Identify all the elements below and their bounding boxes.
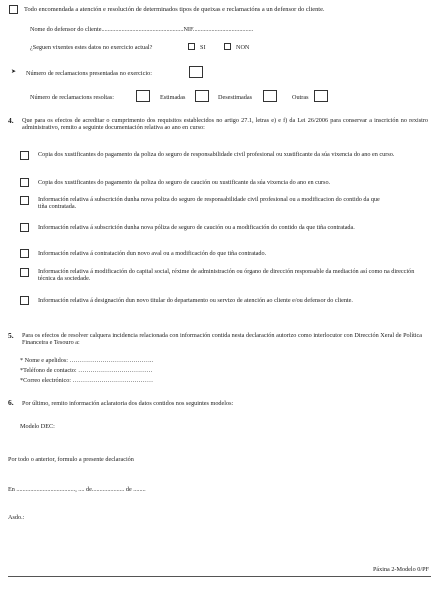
doc-item-6: Información relativa á modificación do capital social, réxime de administración ou órgano de dirección responsable da mediación así como na dirección técnica da sociedade. [38, 268, 415, 283]
doc-item-1: Copia dos xustificantes do pagamento da poliza do seguro de responsabilidade civil profesional ou xustificante da súa vixencia do ano en curso. [38, 151, 395, 158]
place-date-line: En ......................................, .... de..................... de ........ [8, 486, 146, 493]
doc-checkbox-7[interactable] [20, 296, 29, 305]
doc-item-7: Información relativa á designación dun novo titular do departamento ou servizo de atención ao cliente e/ou defensor do cliente. [38, 297, 353, 304]
dismissed-field[interactable] [263, 90, 277, 102]
section-4-number: 4. [8, 116, 14, 125]
contact-name-line: * Nome e apelidos: ………………………………….. [20, 357, 154, 364]
doc-item-3: Información relativa á subscrición dunha nova poliza do seguro de responsabilidade civil profesional ou a modificacion do contido da que tiña contratada. [38, 196, 380, 211]
model-dec-label: Modelo DEC: [20, 423, 55, 430]
section-6-intro: Por último, remito información aclaratoria dos datos contidos nos seguintes modelos: [22, 400, 234, 407]
estimated-field[interactable] [195, 90, 209, 102]
claims-presented-label: Número de reclamacions presentadas no exercicio: [26, 70, 152, 77]
others-field[interactable] [314, 90, 328, 102]
section-5-number: 5. [8, 331, 14, 340]
doc-checkbox-2[interactable] [20, 178, 29, 187]
signature-label: Asdo.: [8, 514, 25, 521]
claims-presented-field[interactable] [189, 66, 203, 78]
yes-checkbox[interactable] [188, 43, 195, 50]
doc-checkbox-6[interactable] [20, 268, 29, 277]
doc-checkbox-5[interactable] [20, 249, 29, 258]
no-checkbox[interactable] [224, 43, 231, 50]
contact-email-line: *Correo electrónico: ………………………………… [20, 377, 154, 384]
estimated-label: Estimadas [160, 94, 186, 101]
yes-label: SI [200, 44, 206, 51]
dismissed-label: Desestimadas [218, 94, 253, 101]
section-6-number: 6. [8, 398, 14, 407]
doc-item-5: Información relativa á contratación dun novo aval ou a modificación do que tiña contratado. [38, 250, 267, 257]
valid-question: ¿Seguen vixentes estes datos no exercicio actual? [30, 44, 153, 51]
doc-item-4: Información relativa á subscrición dunha nova póliza de seguro de caución ou a modificación do contido da que tiña contratada. [38, 224, 355, 231]
defender-name-line: Nome do defensor do cliente.....................................................NIF....................................... [30, 26, 254, 33]
section-5-intro: Para os efectos de resolver calquera incidencia relacionada con información contida nesta declaración autorizo como interlocutor con Dirección Xeral de Política Financeira e Tesouro a: [22, 332, 422, 347]
arrow-bullet-icon: ➤ [11, 69, 17, 75]
defender-item-text: Todo encomendada a atención e resolución de determinados tipos de queixas e reclamacións a un defensor do cliente. [24, 6, 325, 13]
no-label: NON [236, 44, 250, 51]
doc-checkbox-1[interactable] [20, 151, 29, 160]
doc-checkbox-3[interactable] [20, 196, 29, 205]
declaration-text: Por todo o anterior, formulo a presente declaración [8, 456, 134, 463]
contact-phone-line: *Teléfono de contacto: ……………………………… [20, 367, 153, 374]
section-4-intro: Que para os efectos de acreditar o cumprimento dos requisitos establecidos no artigo 27.1, letras e) e f) da Lei 26/2006 para conservar a inscrición no rexistro administrativo, remito a seguinte documentación relativa ao ano en curso: [22, 117, 428, 132]
others-label: Outras [292, 94, 309, 101]
page-number: Páxina 2-Modelo 0/PF [372, 566, 429, 573]
claims-resolved-label: Número de reclamacions resoltas: [30, 94, 115, 101]
doc-item-2: Copia dos xustificantes do pagamento da poliza do seguro de caución ou xustificante da súa vixencia do ano en curso. [38, 179, 331, 186]
claims-resolved-field[interactable] [136, 90, 150, 102]
doc-checkbox-4[interactable] [20, 223, 29, 232]
footer-rule [8, 576, 431, 577]
defender-checkbox[interactable] [9, 5, 18, 14]
